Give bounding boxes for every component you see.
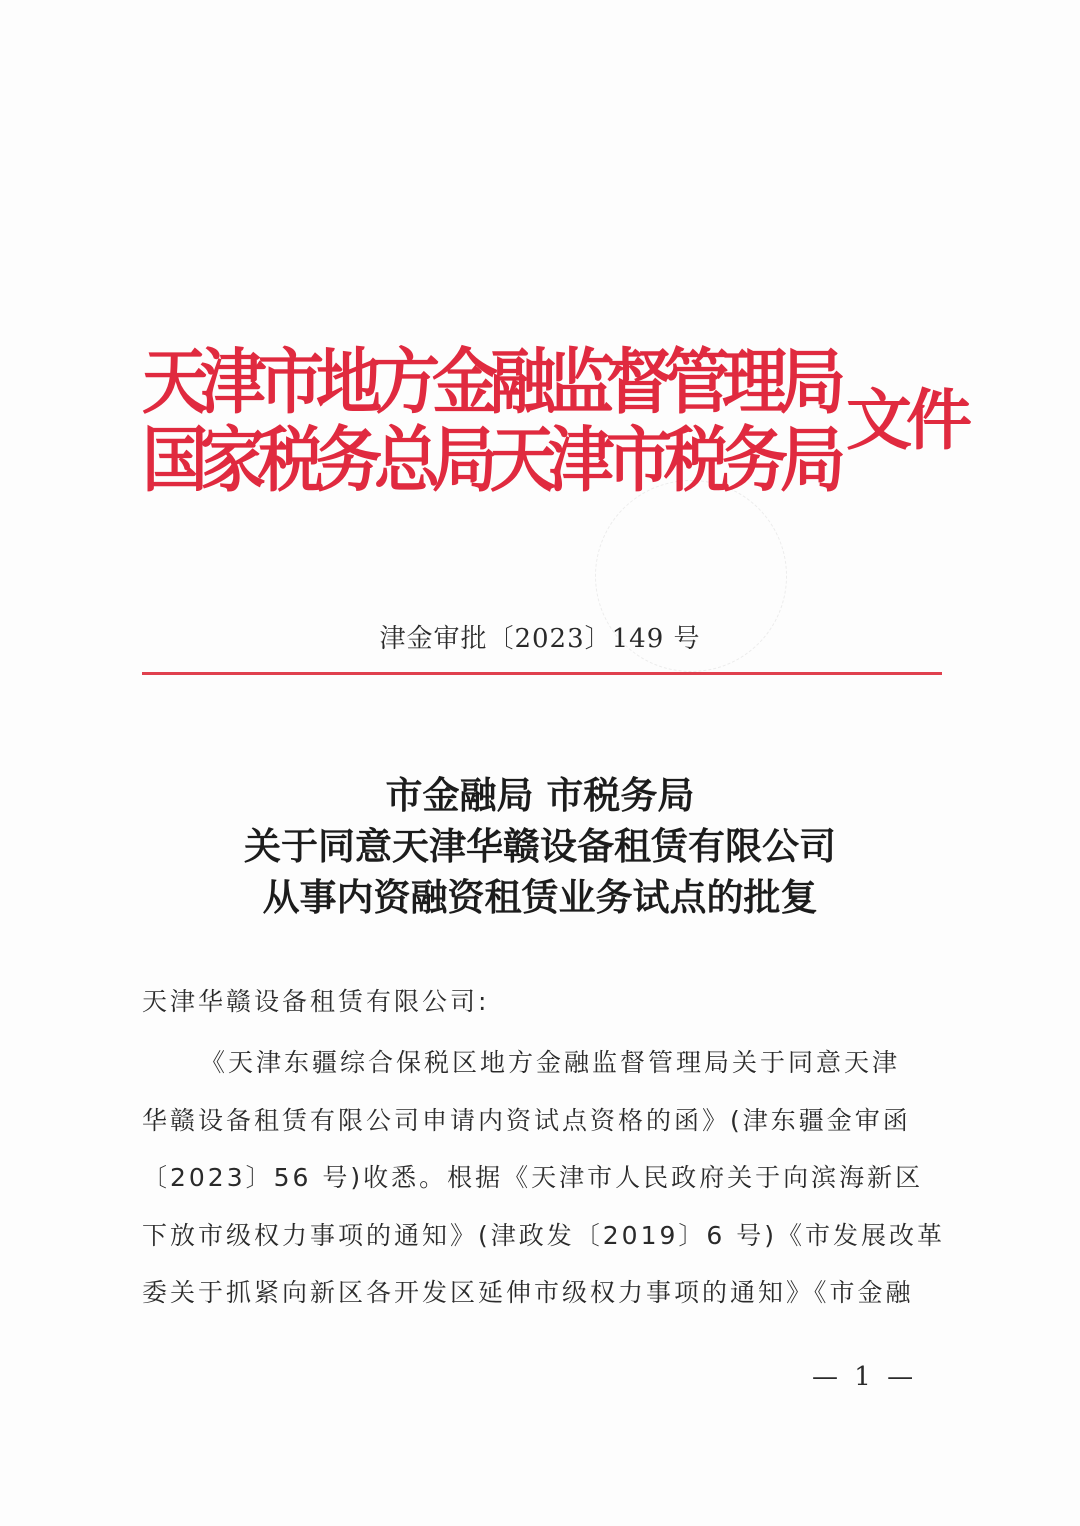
body-line: 委关于抓紧向新区各开发区延伸市级权力事项的通知》《市金融 [142, 1278, 914, 1307]
issuer-line-1: 天津市地方金融监督管理局 [142, 339, 838, 424]
body-text [142, 1034, 945, 1322]
page-number: — 1 — [812, 1362, 918, 1392]
title-line-3: 从事内资融资租赁业务试点的批复 [262, 875, 818, 919]
issuing-authorities [142, 339, 842, 502]
body-line: 下放市级权力事项的通知》(津政发〔2019〕6 号)《市发展改革 [142, 1220, 945, 1250]
document-number: 津金审批〔2023〕149 号 [379, 624, 701, 654]
body-line: 〔2023〕56 号)收悉。根据《天津市人民政府关于向滨海新区 [142, 1163, 924, 1192]
title-line-2: 关于同意天津华赣设备租赁有限公司 [244, 824, 836, 868]
document-title [0, 770, 1080, 923]
title-line-1: 市金融局 市税务局 [385, 773, 695, 817]
body-line: 《天津东疆综合保税区地方金融监督管理局关于同意天津 [200, 1048, 901, 1077]
body-line: 华赣设备租赁有限公司申请内资试点资格的函》(津东疆金审函 [142, 1105, 911, 1135]
addressee: 天津华赣设备租赁有限公司: [142, 987, 490, 1016]
letterhead-suffix: 文件 [846, 381, 966, 459]
issuer-line-2: 国家税务总局天津市税务局 [142, 417, 838, 502]
red-separator-line [142, 672, 942, 675]
